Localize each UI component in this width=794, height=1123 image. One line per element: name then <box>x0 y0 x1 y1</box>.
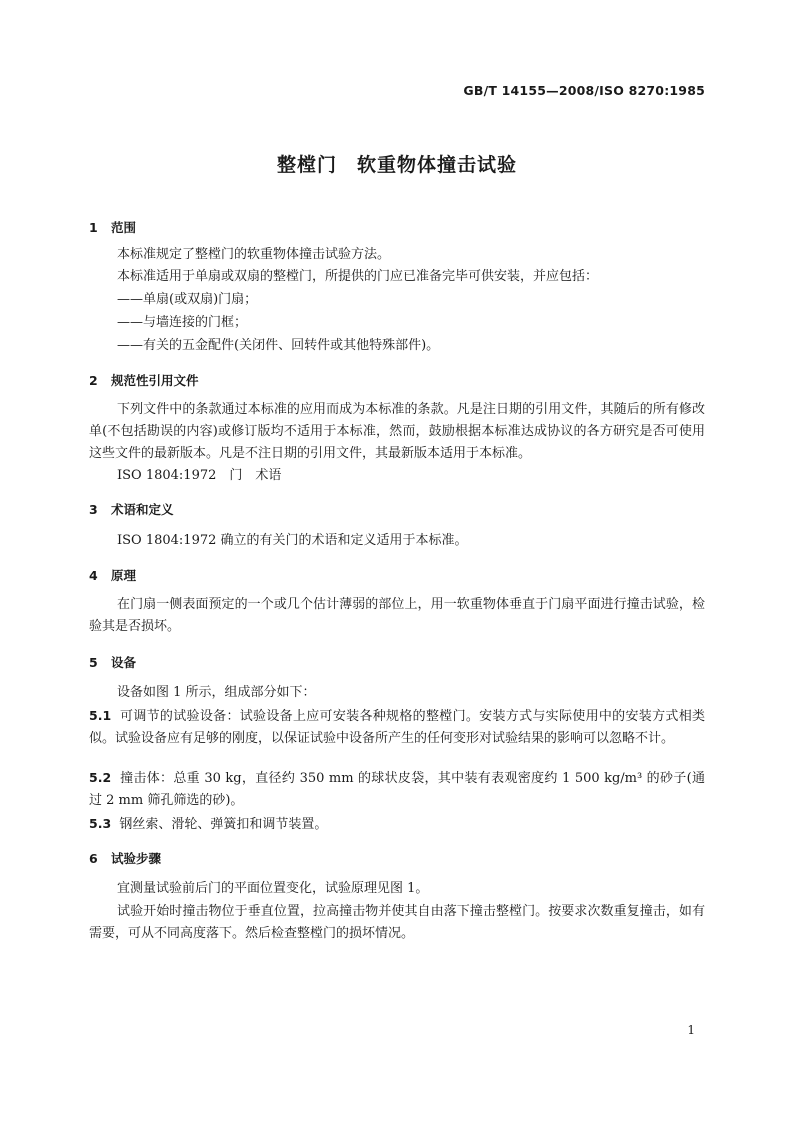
section-3-heading <box>89 500 174 518</box>
clause-text: 钢丝索、滑轮、弹簧扣和调节装置。 <box>119 817 328 832</box>
section-number: 1 <box>89 220 98 235</box>
section-number: 5 <box>89 655 98 670</box>
clause-5-1 <box>89 705 705 750</box>
section-number: 4 <box>89 568 98 583</box>
section-title: 范围 <box>111 220 137 235</box>
list-item: ——有关的五金配件(关闭件、回转件或其他特殊部件)。 <box>117 338 440 353</box>
clause-number: 5.2 <box>89 770 112 785</box>
paragraph: 下列文件中的条款通过本标准的应用而成为本标准的条款。凡是注日期的引用文件，其随后的所有修改单(不包括勘误的内容)或修订版均不适用于本标准，然而，鼓励根据本标准达成协议的各方研究是否可使用这些文件的最新版本。凡是不注日期的引用文件，其最新版本适用于本标准。 <box>89 402 705 461</box>
list-item: ——单扇(或双扇)门扇； <box>117 292 258 307</box>
paragraph: 本标准适用于单扇或双扇的整樘门，所提供的门应已准备完毕可供安装，并应包括： <box>117 269 599 284</box>
section-title: 试验步骤 <box>111 851 162 866</box>
clause-5-2 <box>89 767 705 812</box>
section-5-heading <box>89 653 136 671</box>
section-4-heading <box>89 566 136 584</box>
section-title: 设备 <box>111 655 137 670</box>
clause-text: 可调节的试验设备：试验设备上应可安装各种规格的整樘门。安装方式与实际使用中的安装方式相类似。试验设备应有足够的刚度，以保证试验中设备所产生的任何变形对试验结果的影响可以忽略不计。 <box>89 709 705 746</box>
section-number: 3 <box>89 502 98 517</box>
document-title: 整樘门 软重物体撞击试验 <box>276 154 517 176</box>
section-1-heading <box>89 218 136 236</box>
paragraph: ISO 1804:1972 确立的有关门的术语和定义适用于本标准。 <box>117 533 468 548</box>
clause-text: 撞击体：总重 30 kg，直径约 350 mm 的球状皮袋，其中装有表观密度约 1 500 kg/m³ 的砂子(通过 2 mm 筛孔筛选的砂)。 <box>89 771 705 808</box>
paragraph: 在门扇一侧表面预定的一个或几个估计薄弱的部位上，用一软重物体垂直于门扇平面进行撞击试验，检验其是否损坏。 <box>89 597 705 634</box>
page-number: 1 <box>687 1023 695 1037</box>
clause-number: 5.1 <box>89 708 112 723</box>
standard-code: GB/T 14155—2008/ISO 8270:1985 <box>463 83 705 98</box>
section-2-heading <box>89 371 199 389</box>
paragraph: 试验开始时撞击物位于垂直位置，拉高撞击物并使其自由落下撞击整樘门。按要求次数重复撞击，如有需要，可从不同高度落下。然后检查整樘门的损坏情况。 <box>89 904 705 941</box>
paragraph: 设备如图 1 所示，组成部分如下： <box>117 685 316 700</box>
clause-number: 5.3 <box>89 816 112 831</box>
paragraph: 本标准规定了整樘门的软重物体撞击试验方法。 <box>117 247 391 262</box>
section-title: 术语和定义 <box>111 502 174 517</box>
section-6-heading <box>89 849 161 867</box>
paragraph: 宜测量试验前后门的平面位置变化，试验原理见图 1。 <box>117 881 429 896</box>
section-number: 6 <box>89 851 98 866</box>
clause-5-3 <box>89 813 705 836</box>
section-title: 原理 <box>111 568 137 583</box>
normative-reference: ISO 1804:1972 门 术语 <box>117 468 282 483</box>
list-item: ——与墙连接的门框； <box>117 315 248 330</box>
section-title: 规范性引用文件 <box>111 373 199 388</box>
section-number: 2 <box>89 373 98 388</box>
